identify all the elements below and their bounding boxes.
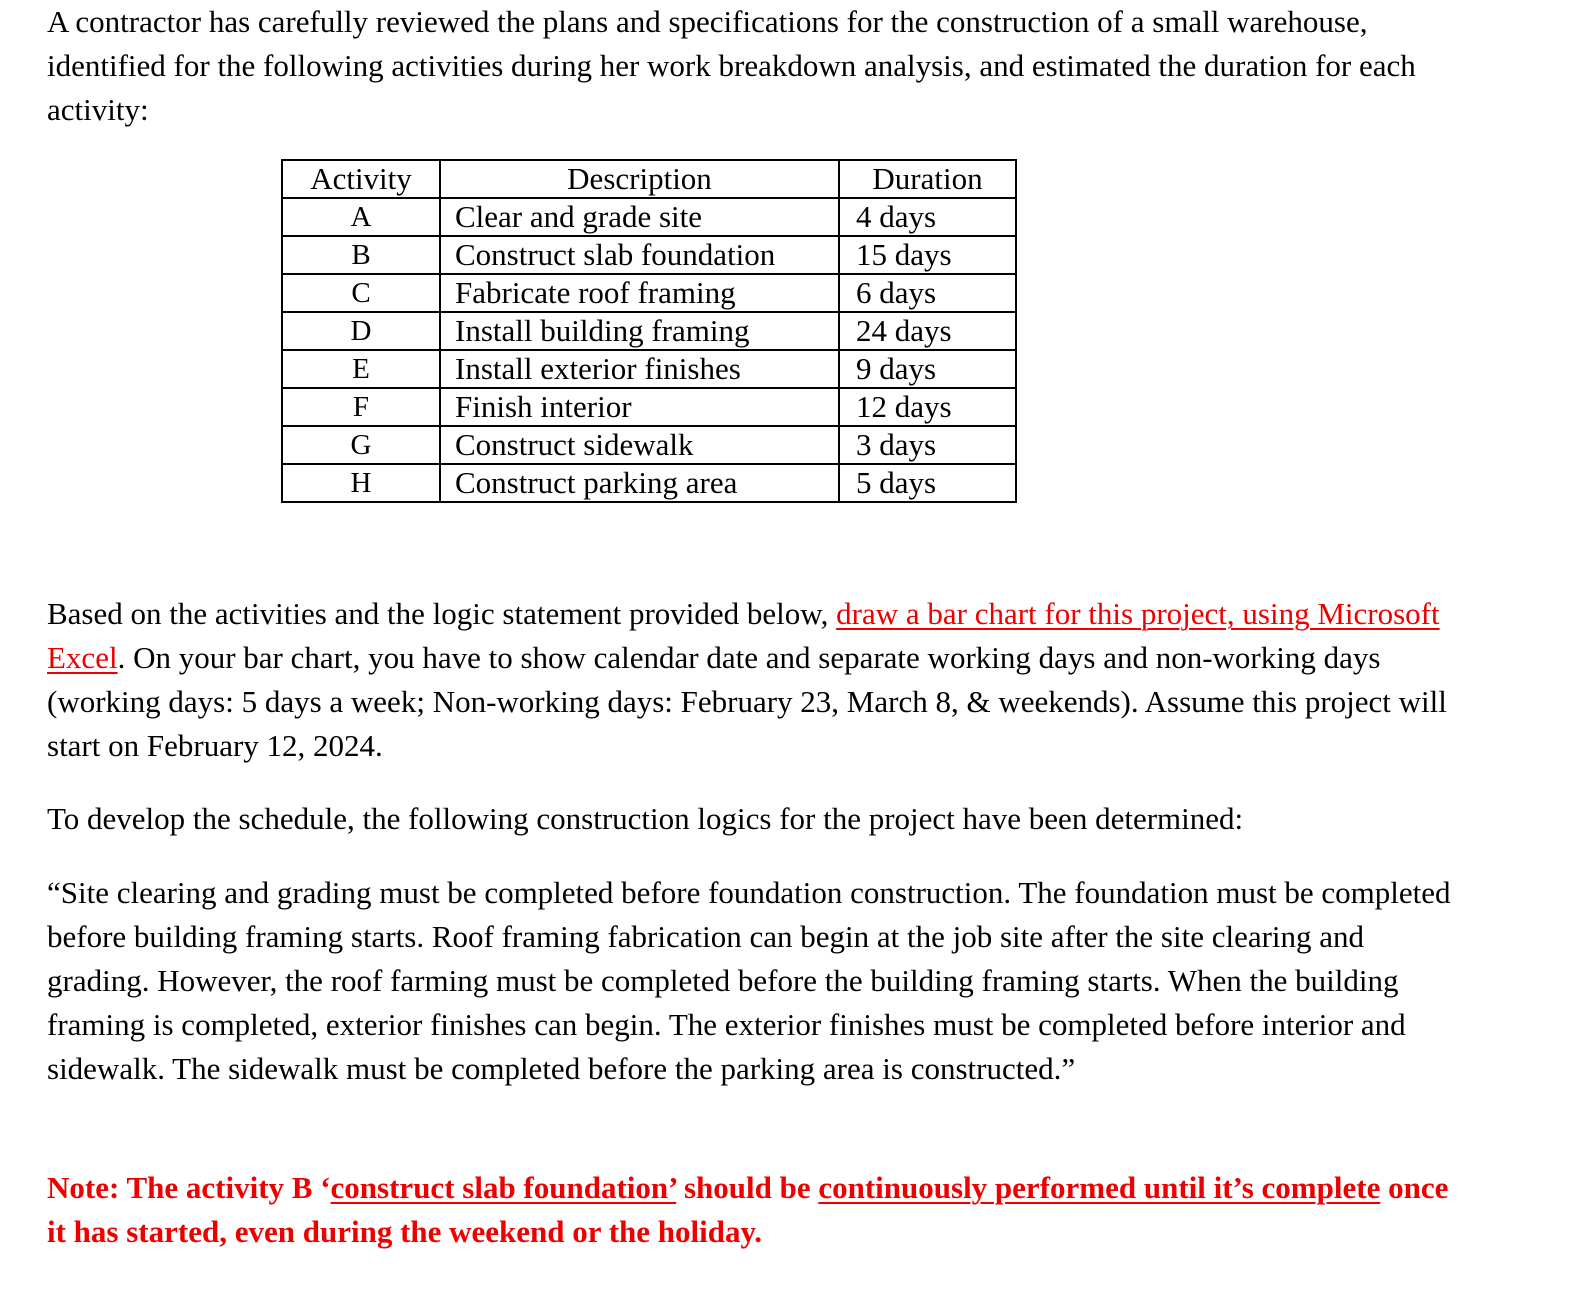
cell-activity: G [282, 426, 440, 464]
cell-duration: 3 days [839, 426, 1016, 464]
cell-activity: B [282, 236, 440, 274]
cell-activity: D [282, 312, 440, 350]
note-paragraph [47, 1166, 1467, 1254]
table-row [282, 426, 1016, 464]
logic-intro-paragraph: To develop the schedule, the following construction logics for the project have been determined: [47, 801, 1244, 836]
cell-description: Fabricate roof framing [440, 274, 839, 312]
table-row [282, 312, 1016, 350]
note-underline-activity: construct slab foundation’ [330, 1170, 677, 1205]
note-text-1: Note: The activity B ‘ [47, 1170, 331, 1205]
intro-paragraph: A contractor has carefully reviewed the plans and specifications for the construction of a small warehouse, identified for the following activities during her work breakdown analysis, and estimated the duration for each activity: [47, 4, 1416, 127]
cell-duration: 15 days [839, 236, 1016, 274]
cell-duration: 5 days [839, 464, 1016, 502]
cell-duration: 4 days [839, 198, 1016, 236]
table-row [282, 236, 1016, 274]
cell-activity: E [282, 350, 440, 388]
table-header-row [282, 160, 1016, 198]
cell-duration: 9 days [839, 350, 1016, 388]
task-text-before: Based on the activities and the logic statement provided below, [47, 596, 837, 631]
note-underline-continuous: continuously performed until it’s complete [818, 1170, 1381, 1205]
cell-duration: 6 days [839, 274, 1016, 312]
cell-description: Construct slab foundation [440, 236, 839, 274]
task-text-after: . On your bar chart, you have to show calendar date and separate working days and non-working days (working days: 5 days a week; Non-working days: February 23, March 8, & weekends). Assume this project will start on February 12, 2024. [47, 640, 1447, 763]
cell-description: Clear and grade site [440, 198, 839, 236]
table-row [282, 198, 1016, 236]
table-row [282, 464, 1016, 502]
activity-table [281, 159, 1017, 503]
cell-description: Install exterior finishes [440, 350, 839, 388]
header-activity: Activity [282, 160, 440, 198]
note-text-5: once it has started, even during the weekend or the holiday. [47, 1170, 1449, 1249]
task-highlight: draw a bar chart for this project, using Microsoft Excel [47, 596, 1440, 675]
cell-activity: C [282, 274, 440, 312]
table-row [282, 388, 1016, 426]
logic-statement-paragraph: “Site clearing and grading must be completed before foundation construction. The foundation must be completed before building framing starts. Roof framing fabrication can begin at the job site after the site clearing and grading. However, the roof farming must be completed before the building framing starts. When the building framing is completed, exterior finishes can begin. The exterior finishes must be completed before interior and sidewalk. The sidewalk must be completed before the parking area is constructed.” [47, 875, 1451, 1086]
cell-duration: 24 days [839, 312, 1016, 350]
cell-description: Construct parking area [440, 464, 839, 502]
header-duration: Duration [839, 160, 1016, 198]
cell-description: Finish interior [440, 388, 839, 426]
table-row [282, 350, 1016, 388]
cell-activity: H [282, 464, 440, 502]
note-text-3: should be [676, 1170, 819, 1205]
header-description: Description [440, 160, 839, 198]
cell-activity: F [282, 388, 440, 426]
cell-duration: 12 days [839, 388, 1016, 426]
task-paragraph [47, 592, 1467, 768]
cell-activity: A [282, 198, 440, 236]
cell-description: Construct sidewalk [440, 426, 839, 464]
cell-description: Install building framing [440, 312, 839, 350]
table-row [282, 274, 1016, 312]
